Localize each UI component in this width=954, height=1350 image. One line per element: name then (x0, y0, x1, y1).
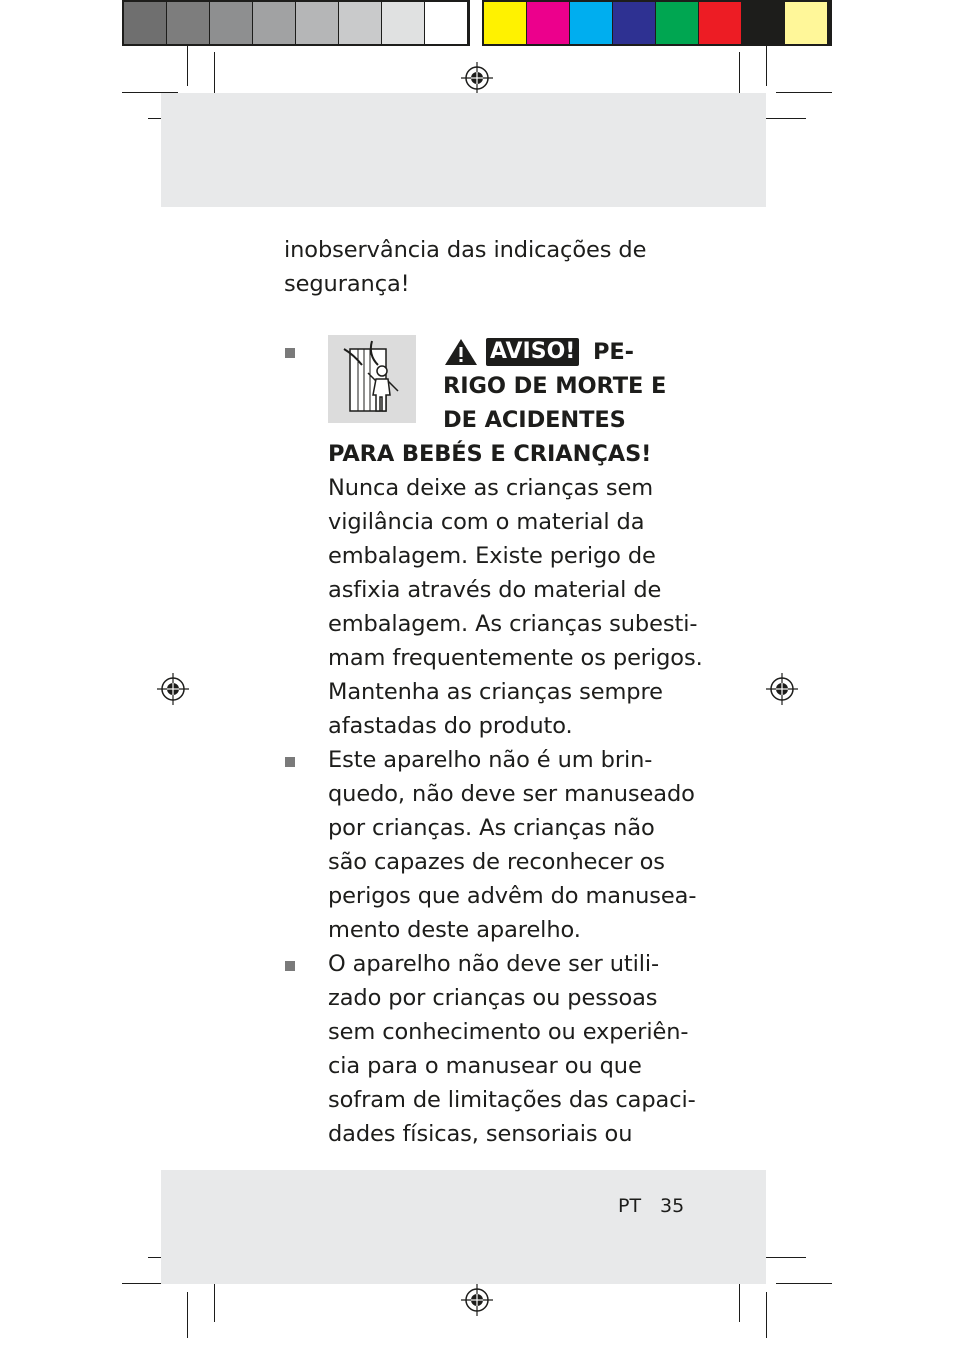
color-swatch (785, 2, 827, 44)
warning-triangle-icon (443, 337, 479, 367)
warning-body-line: mam frequentemente os perigos. (328, 645, 703, 671)
warning-body-line: embalagem. Existe perigo de (328, 543, 656, 569)
warning-title-line-4: PARA BEBÉS E CRIANÇAS! (328, 441, 652, 467)
color-swatch (296, 2, 338, 44)
bullet-3-line: O aparelho não deve ser utili- (328, 951, 660, 977)
bullet-3-line: sofram de limitações das capaci- (328, 1087, 696, 1113)
registration-mark-icon (461, 1284, 493, 1316)
warning-title-line-2: RIGO DE MORTE E (443, 373, 667, 399)
bullet-2-line: por crianças. As crianças não (328, 815, 655, 841)
bullet-2-line: Este aparelho não é um brin- (328, 747, 653, 773)
page-number: 35 (660, 1195, 685, 1217)
color-swatch (339, 2, 381, 44)
bullet-2-line: quedo, não deve ser manuseado (328, 781, 695, 807)
warning-body-line: afastadas do produto. (328, 713, 573, 739)
color-swatch (656, 2, 698, 44)
bullet-marker (285, 757, 295, 767)
warning-title-line-3: DE ACIDENTES (443, 407, 626, 433)
warning-body-line: vigilância com o material da (328, 509, 645, 535)
child-safety-icon (328, 335, 416, 423)
warning-title-line-1: PE- (593, 339, 634, 365)
warning-body-line: embalagem. As crianças subesti- (328, 611, 698, 637)
bullet-3-line: sem conhecimento ou experiên- (328, 1019, 689, 1045)
bullet-2-line: mento deste aparelho. (328, 917, 581, 943)
warning-body-line: asfixia através do material de (328, 577, 662, 603)
aviso-badge: AVISO! (486, 338, 579, 366)
color-swatch (124, 2, 166, 44)
color-swatch (210, 2, 252, 44)
footer-band (161, 1170, 766, 1284)
bullet-2-line: são capazes de reconhecer os (328, 849, 665, 875)
color-swatch (527, 2, 569, 44)
registration-mark-icon (461, 62, 493, 94)
header-band (161, 93, 766, 207)
color-swatch (613, 2, 655, 44)
bullet-3-line: cia para o manusear ou que (328, 1053, 642, 1079)
color-swatch (382, 2, 424, 44)
footer-language: PT (618, 1195, 642, 1217)
bullet-2-line: perigos que advêm do manusea- (328, 883, 697, 909)
color-swatch (742, 2, 784, 44)
color-swatch (167, 2, 209, 44)
registration-mark-icon (766, 673, 798, 705)
color-swatch (570, 2, 612, 44)
warning-body-line: Nunca deixe as crianças sem (328, 475, 654, 501)
registration-mark-icon (157, 673, 189, 705)
warning-body-line: Mantenha as crianças sempre (328, 679, 663, 705)
intro-line-1: inobservância das indicações de (284, 237, 647, 263)
color-swatch (253, 2, 295, 44)
bullet-3-line: zado por crianças ou pessoas (328, 985, 658, 1011)
bullet-marker (285, 961, 295, 971)
color-swatch (484, 2, 526, 44)
intro-line-2: segurança! (284, 271, 410, 297)
bullet-marker (285, 348, 295, 358)
color-swatch (699, 2, 741, 44)
color-swatch (425, 2, 467, 44)
bullet-3-line: dades físicas, sensoriais ou (328, 1121, 633, 1147)
